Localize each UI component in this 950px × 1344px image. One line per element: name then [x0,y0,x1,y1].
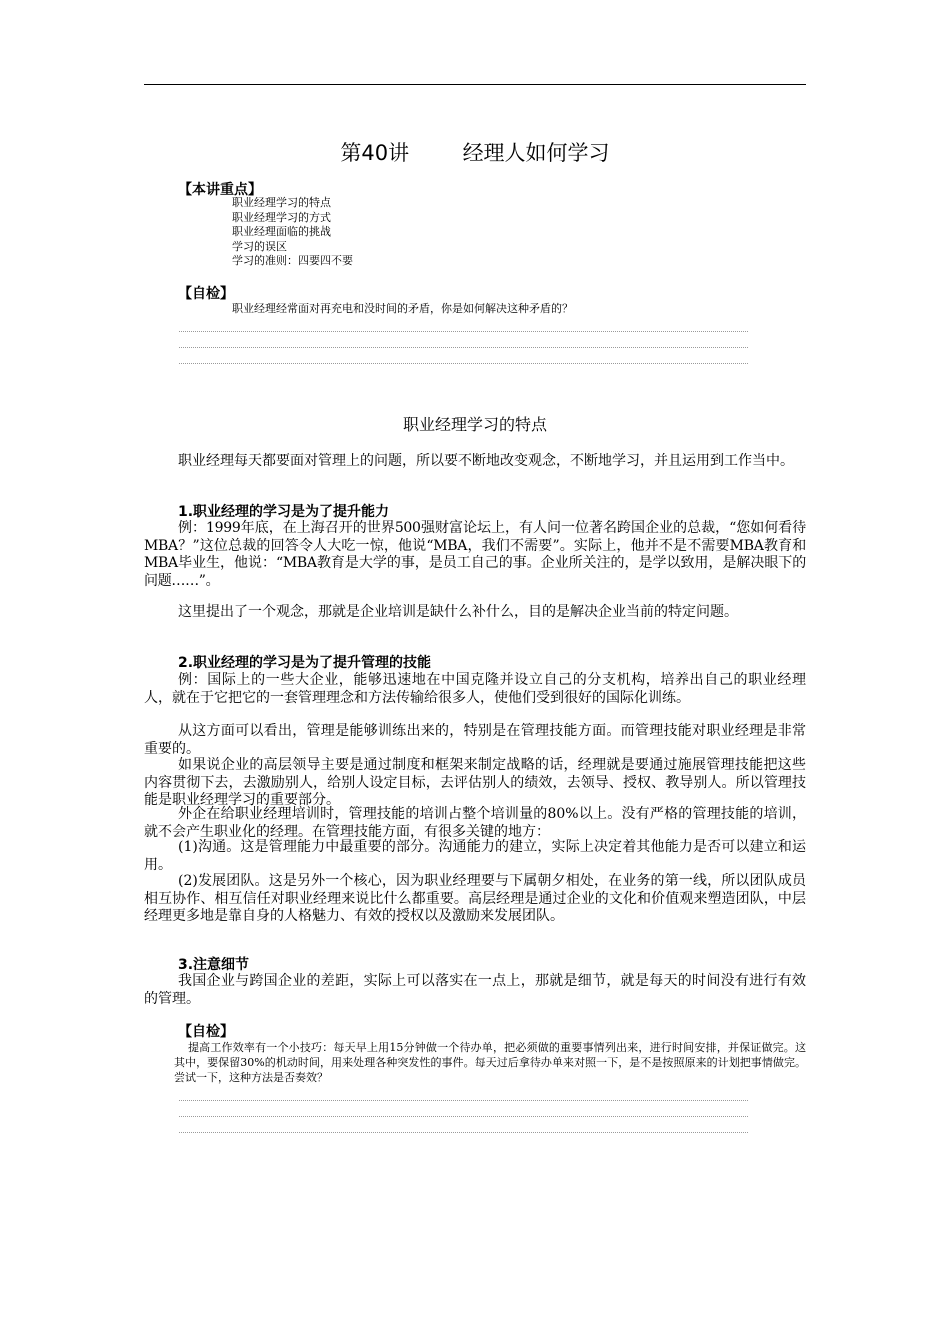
point-2-paragraph: 如果说企业的高层领导主要是通过制度和框架来制定战略的话，经理就是要通过施展管理技能把这些内容贯彻下去，去激励别人，给别人设定目标，去评估别人的绩效，去领导、授权、教导别人。所以管理技能是职业经理学习的重要部分。 [144,757,806,808]
point-2-paragraph: 外企在给职业经理培训时，管理技能的培训占整个培训量的80%以上。没有严格的管理技能的培训，就不会产生职业化的经理。在管理技能方面，有很多关键的地方： [144,806,806,840]
point-3-heading: 3.注意细节 [178,957,250,973]
point-3-paragraph: 我国企业与跨国企业的差距，实际上可以落实在一点上，那就是细节，就是每天的时间没有进行有效的管理。 [144,973,806,1007]
lecture-name: 经理人如何学习 [462,141,610,165]
self-check-2-text: 提高工作效率有一个小技巧：每天早上用15分钟做一个待办单，把必须做的重要事情列出来，进行时间安排，并保证做完。这其中，要保留30%的机动时间，用来处理各种突发性的事件。每天过后拿待办单来对照一下，是不是按照原来的计划把事情做完。尝试一下，这种方法是否奏效？ [174,1041,806,1084]
key-points-tag: 【本讲重点】 [178,182,262,198]
point-1-example: 例：1999年底，在上海召开的世界500强财富论坛上，有人问一位著名跨国企业的总裁，“您如何看待MBA？”这位总裁的回答令人大吃一惊，他说“MBA，我们不需要”。实际上，他并不是不需要MBA教育和MBA毕业生，他说：“MBA教育是大学的事，是员工自己的事。企业所关注的，是学以致用，是解决眼下的问题……”。 [144,520,806,589]
point-2-heading: 2.职业经理的学习是为了提升管理的技能 [178,655,432,671]
intro-paragraph: 职业经理每天都要面对管理上的问题，所以要不断地改变观念，不断地学习，并且运用到工作当中。 [178,453,794,469]
header-rule [144,84,806,85]
page-title [0,140,950,166]
list-item: 职业经理面临的挑战 [232,225,331,238]
answer-line[interactable] [179,347,748,348]
answer-line[interactable] [179,1100,748,1101]
section-title: 职业经理学习的特点 [402,415,547,434]
answer-line[interactable] [179,363,748,364]
self-check-question: 职业经理经常面对再充电和没时间的矛盾，你是如何解决这种矛盾的？ [232,302,573,315]
key-points-list [232,196,353,269]
point-1-heading: 1.职业经理的学习是为了提升能力 [178,504,390,520]
point-1-comment: 这里提出了一个观念，那就是企业培训是缺什么补什么，目的是解决企业当前的特定问题。 [178,604,738,620]
point-2-paragraph: 从这方面可以看出，管理是能够训练出来的，特别是在管理技能方面。而管理技能对职业经理是非常重要的。 [144,723,806,757]
list-item: 学习的误区 [232,239,287,253]
point-2-paragraph: (2)发展团队。这是另外一个核心，因为职业经理要与下属朝夕相处，在业务的第一线，所以团队成员相互协作、相互信任对职业经理来说比什么都重要。高层经理是通过企业的文化和价值观来塑造团队，中层经理更多地是靠自身的人格魅力、有效的授权以及激励来发展团队。 [144,873,806,924]
self-check-tag: 【自检】 [178,286,234,302]
answer-line[interactable] [179,1132,748,1133]
list-item: 职业经理学习的方式 [232,210,331,224]
point-2-paragraph: (1)沟通。这是管理能力中最重要的部分。沟通能力的建立，实际上决定着其他能力是否可以建立和运用。 [144,839,806,873]
answer-line[interactable] [179,331,748,332]
list-item: 学习的准则：四要四不要 [232,254,353,267]
self-check-2-tag: 【自检】 [178,1024,234,1040]
lecture-number: 第40讲 [340,141,410,165]
point-2-paragraph: 例：国际上的一些大企业，能够迅速地在中国克隆并设立自己的分支机构，培养出自己的职业经理人，就在于它把它的一套管理理念和方法传输给很多人，使他们受到很好的国际化训练。 [144,672,806,706]
answer-line[interactable] [179,1116,748,1117]
list-item: 职业经理学习的特点 [232,196,331,209]
